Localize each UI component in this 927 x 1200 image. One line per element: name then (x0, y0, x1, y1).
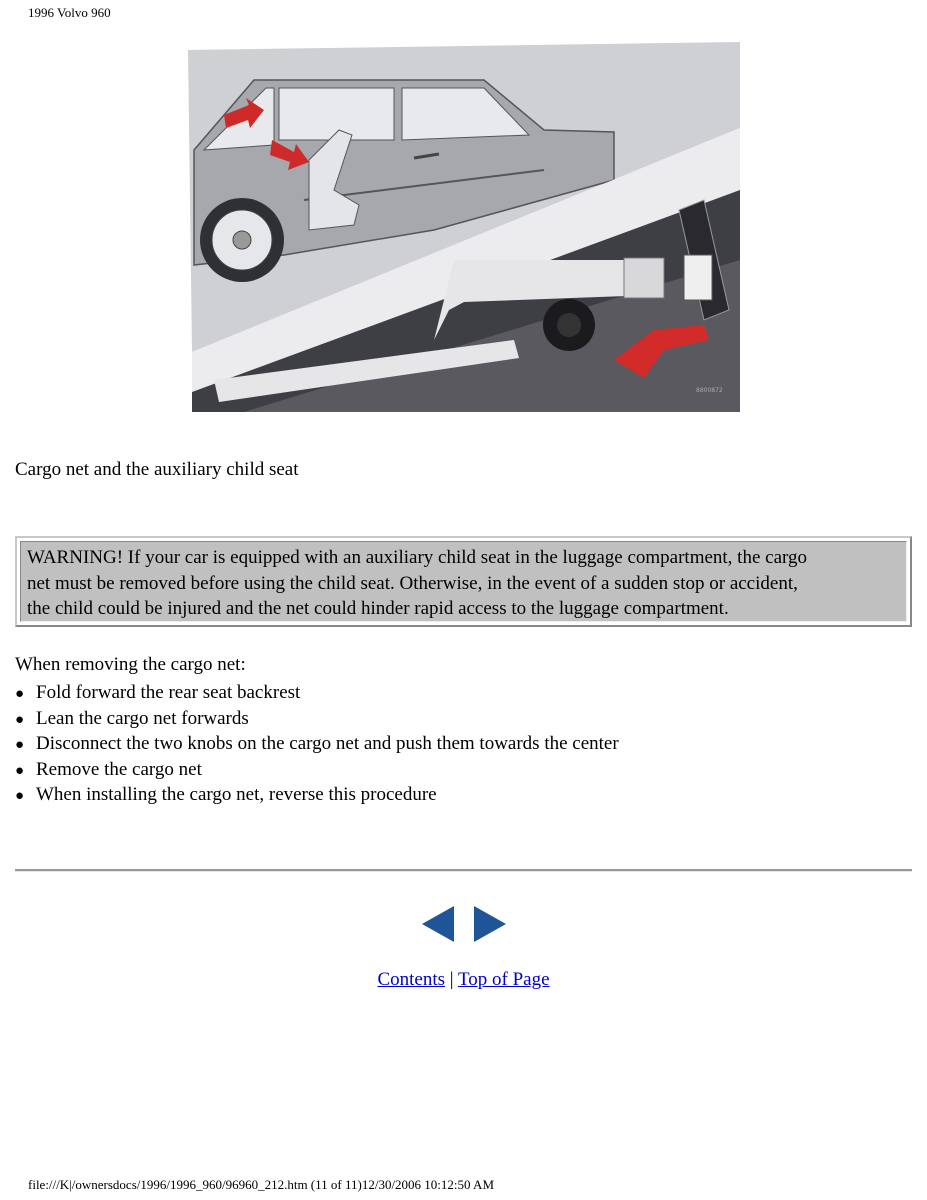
list-item (15, 757, 619, 783)
bullet-icon: ● (15, 686, 25, 702)
previous-page-button[interactable] (420, 904, 456, 949)
warning-line-3: the child could be injured and the net could hinder rapid access to the luggage compartment. (27, 598, 729, 619)
page-footer-path: file:///K|/ownersdocs/1996/1996_960/96960_212.htm (11 of 11)12/30/2006 10:12:50 AM (28, 1177, 495, 1192)
contents-link[interactable]: Contents (377, 969, 446, 990)
bullet-icon: ● (15, 711, 25, 728)
link-separator: | (449, 969, 454, 990)
bullet-icon: ● (15, 762, 25, 779)
instruction-steps-list (15, 680, 619, 808)
top-of-page-link[interactable]: Top of Page (458, 969, 550, 990)
figure-caption: Cargo net and the auxiliary child seat (15, 459, 299, 480)
cargo-net-illustration (184, 40, 746, 412)
page-header-title: 1996 Volvo 960 (28, 5, 111, 20)
instructions-intro: When removing the cargo net: (15, 654, 246, 675)
page-navigation-arrows (420, 904, 510, 944)
list-item (15, 680, 619, 706)
list-item (15, 731, 619, 757)
step-text: Lean the cargo net forwards (36, 707, 249, 729)
bullet-icon: ● (15, 737, 25, 753)
arrow-right-icon (472, 904, 508, 944)
footer-links (0, 969, 927, 991)
warning-line-2: net must be removed before using the child seat. Otherwise, in the event of a sudden stop or accident, (27, 572, 798, 594)
list-item (15, 782, 619, 808)
warning-line-1: WARNING! If your car is equipped with an auxiliary child seat in the luggage compartment, the cargo (27, 547, 807, 568)
warning-box (15, 536, 912, 627)
step-text: When installing the cargo net, reverse this procedure (36, 784, 437, 805)
step-text: Remove the cargo net (36, 758, 202, 780)
bullet-icon: ● (15, 788, 25, 804)
figure-code-label: 8800872 (696, 387, 723, 394)
next-page-button[interactable] (472, 904, 508, 949)
section-divider (15, 869, 912, 872)
list-item (15, 706, 619, 732)
arrow-left-icon (420, 904, 456, 944)
warning-text (20, 541, 907, 622)
step-text: Fold forward the rear seat backrest (36, 682, 301, 703)
step-text: Disconnect the two knobs on the cargo net and push them towards the center (36, 733, 619, 754)
